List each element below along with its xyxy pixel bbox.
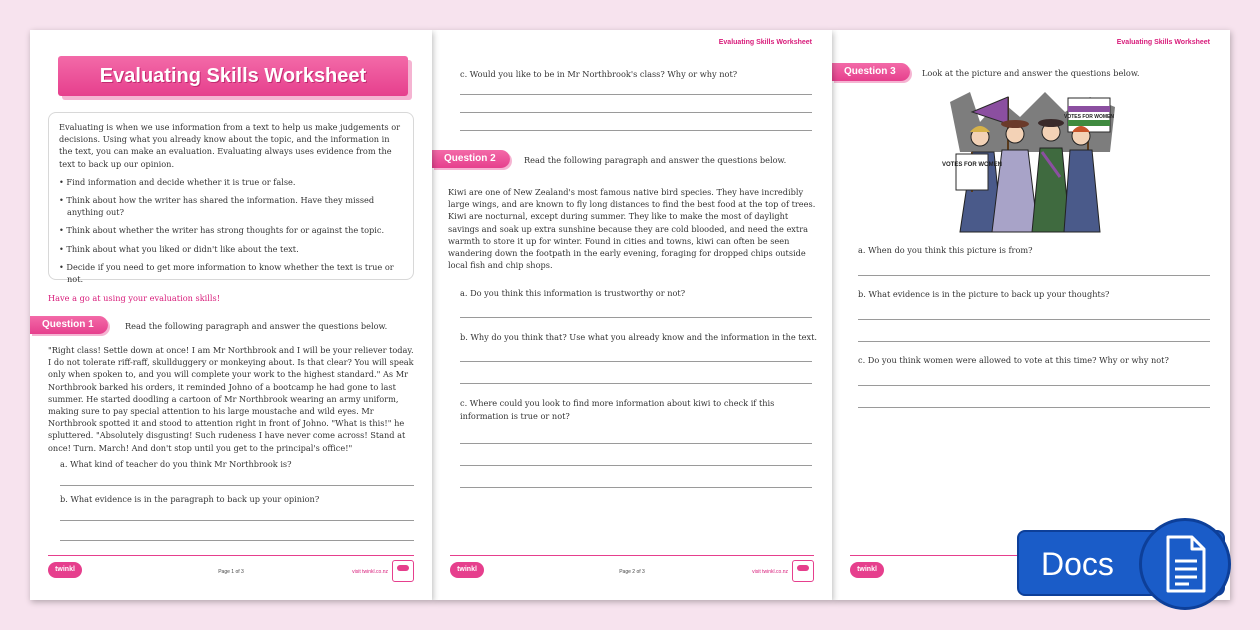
footer-rule bbox=[48, 555, 414, 556]
answer-line[interactable] bbox=[460, 443, 812, 444]
tip-item: • Think about how the writer has shared the information. Have they missed anything out? bbox=[59, 195, 375, 218]
answer-line[interactable] bbox=[858, 275, 1210, 276]
intro-box bbox=[48, 112, 414, 285]
question-3b: b. What evidence is in the picture to back up your thoughts? bbox=[858, 289, 1110, 299]
answer-line[interactable] bbox=[460, 383, 812, 384]
answer-line[interactable] bbox=[460, 487, 812, 488]
visit-link[interactable]: visit twinkl.co.nz bbox=[352, 569, 388, 575]
answer-line[interactable] bbox=[460, 112, 812, 113]
question-2b: b. Why do you think that? Use what you already know and the information in the text. bbox=[460, 332, 818, 342]
prompt-text: Have a go at using your evaluation skills! bbox=[48, 293, 221, 303]
answer-line[interactable] bbox=[60, 540, 414, 541]
tips-list bbox=[59, 176, 403, 285]
twinkl-logo: twinkl bbox=[850, 562, 884, 578]
tip-item: • Think about what you liked or didn't like about the text. bbox=[59, 243, 299, 254]
suffragette-illustration bbox=[942, 92, 1115, 237]
page-header: Evaluating Skills Worksheet bbox=[718, 39, 812, 46]
answer-line[interactable] bbox=[460, 361, 812, 362]
question-2c: c. Where could you look to find more information about kiwi to check if this information is true or not? bbox=[460, 398, 775, 421]
question-1-paragraph: "Right class! Settle down at once! I am Mr Northbrook and I will be your reliever today. I do not tolerate riff-raff, skullduggery or monkeying about. Is that clear? You will speak only when spoken to, and you will complete your work to the highest standard." As Mr Northbrook barked his orders, it reminded Johno of a bootcamp he had gone to last summer. He started doodling a cartoon of Mr Northbrook wearing an army uniform, making sure to pay special attention to his large moustache and wild eyes. Mr Northbrook spotted it and stood to attention right in front of Johno. "What is this!" he spluttered. "Absolutely disgusting! Such rudeness I have never come across! Stand at once! Turn. March! And don't stop until you get to the principal's office!" bbox=[48, 345, 414, 453]
tip-item: • Think about whether the writer has strong thoughts for or against the topic. bbox=[59, 225, 385, 236]
suffragette-picture-icon bbox=[942, 92, 1115, 237]
visit-link[interactable]: visit twinkl.co.nz bbox=[752, 569, 788, 575]
answer-line[interactable] bbox=[460, 130, 812, 131]
page-number: Page 1 of 3 bbox=[218, 569, 244, 575]
question-3a: a. When do you think this picture is from? bbox=[858, 245, 1033, 255]
twinkl-logo: twinkl bbox=[48, 562, 82, 578]
question-3c: c. Do you think women were allowed to vote at this time? Why or why not? bbox=[858, 355, 1169, 365]
sign-text: VOTES FOR WOMEN bbox=[1064, 114, 1114, 120]
twinkl-logo: twinkl bbox=[450, 562, 484, 578]
question-2-paragraph: Kiwi are one of New Zealand's most famous native bird species. They have incredibly large wings, and are known to fly long distances to find the best food at the top of trees. Kiwi are nocturnal, except during summer. They like to make the most of daylight savings and soak up extra sunshine because they are cold blooded, and need the extra warmth to store it up for winter. Found in cities and towns, kiwi can often be seen wandering down the footpath in the early evening, foraging for dropped chips outside local fish and chip shops. bbox=[448, 187, 816, 271]
question-1-badge: Question 1 bbox=[30, 316, 108, 334]
tip-item: • Find information and decide whether it is true or false. bbox=[59, 176, 296, 187]
page-number: Page 2 of 3 bbox=[619, 569, 645, 575]
answer-line[interactable] bbox=[460, 317, 812, 318]
question-2-badge: Question 2 bbox=[432, 150, 510, 168]
quality-badge-icon bbox=[392, 560, 414, 582]
document-icon-svg bbox=[1142, 521, 1228, 607]
question-3-instruction: Look at the picture and answer the questions below. bbox=[922, 68, 1140, 78]
docs-button[interactable] bbox=[1017, 530, 1225, 596]
answer-line[interactable] bbox=[460, 465, 812, 466]
answer-line[interactable] bbox=[460, 94, 812, 95]
question-1b: b. What evidence is in the paragraph to back up your opinion? bbox=[60, 494, 320, 504]
question-3-badge: Question 3 bbox=[832, 63, 910, 81]
sign-text: VOTES FOR WOMEN bbox=[942, 162, 1002, 168]
question-2a: a. Do you think this information is trustworthy or not? bbox=[460, 288, 686, 298]
footer-rule bbox=[450, 555, 814, 556]
worksheet-page-2 bbox=[432, 30, 832, 600]
tip-item: • Decide if you need to get more information to know whether the text is true or not. bbox=[59, 261, 394, 285]
answer-line[interactable] bbox=[858, 385, 1210, 386]
quality-badge-icon bbox=[792, 560, 814, 582]
question-1a: a. What kind of teacher do you think Mr Northbrook is? bbox=[60, 459, 292, 469]
answer-line[interactable] bbox=[60, 485, 414, 486]
page-header: Evaluating Skills Worksheet bbox=[1116, 39, 1210, 46]
intro-text: Evaluating is when we use information from a text to help us make judgements or decisions. Using what you already know about the topic, and the information in the text, you can make an evaluation. Evaluating always uses evidence from the text to back up our opinion. bbox=[59, 122, 401, 169]
question-2-instruction: Read the following paragraph and answer the questions below. bbox=[524, 155, 787, 165]
question-1c: c. Would you like to be in Mr Northbrook's class? Why or why not? bbox=[460, 69, 738, 79]
worksheet-page-1 bbox=[30, 30, 432, 600]
worksheet-page-3 bbox=[832, 30, 1230, 600]
answer-line[interactable] bbox=[60, 520, 414, 521]
answer-line[interactable] bbox=[858, 319, 1210, 320]
answer-line[interactable] bbox=[858, 407, 1210, 408]
answer-line[interactable] bbox=[858, 341, 1210, 342]
worksheet-title: Evaluating Skills Worksheet bbox=[58, 56, 408, 96]
document-icon bbox=[1139, 518, 1231, 610]
docs-label: Docs bbox=[1041, 546, 1114, 582]
question-1-instruction: Read the following paragraph and answer the questions below. bbox=[125, 321, 388, 331]
